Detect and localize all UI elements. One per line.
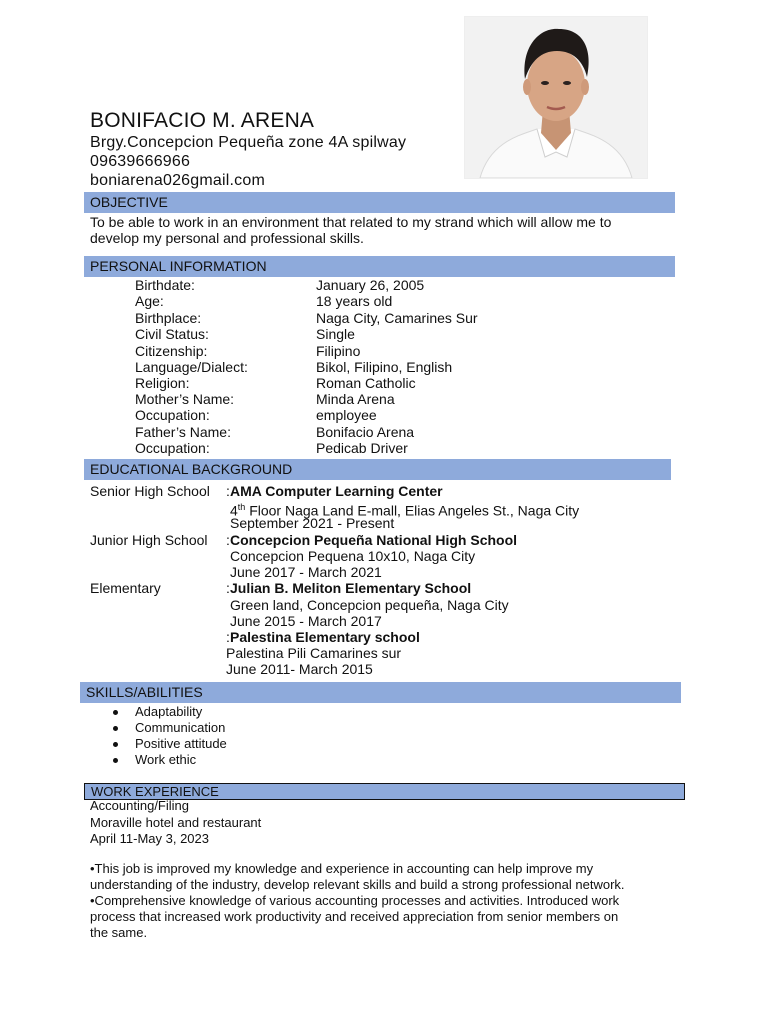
school-dates: June 2017 - March 2021 bbox=[230, 564, 382, 580]
education-heading: EDUCATIONAL BACKGROUND bbox=[84, 459, 671, 480]
school-name: Palestina Elementary school bbox=[230, 629, 420, 645]
work-dates: April 11-May 3, 2023 bbox=[90, 831, 209, 846]
education-level-label: Junior High School bbox=[90, 532, 208, 548]
education-level-label: Senior High School bbox=[90, 483, 210, 499]
skill-text: Work ethic bbox=[135, 752, 197, 767]
bullet-icon bbox=[113, 726, 118, 731]
work-description-line: the same. bbox=[90, 925, 148, 940]
objective-heading: OBJECTIVE bbox=[84, 192, 675, 213]
profile-photo bbox=[464, 16, 648, 179]
education-colon: : bbox=[226, 532, 230, 548]
skill-text: Adaptability bbox=[135, 704, 203, 719]
work-description-line: understanding of the industry, develop relevant skills and build a strong professional network. bbox=[90, 877, 625, 892]
personal-value: employee bbox=[316, 407, 377, 423]
personal-value: 18 years old bbox=[316, 293, 393, 309]
list-item bbox=[90, 704, 227, 720]
work-description-line: •Comprehensive knowledge of various accounting processes and activities. Introduced work bbox=[90, 893, 620, 908]
personal-value: Bikol, Filipino, English bbox=[316, 359, 453, 375]
personal-label: Citizenship: bbox=[135, 343, 208, 359]
personal-label: Civil Status: bbox=[135, 326, 209, 342]
list-item bbox=[90, 752, 227, 768]
school-dates: June 2015 - March 2017 bbox=[230, 613, 382, 629]
personal-value: Naga City, Camarines Sur bbox=[316, 310, 478, 326]
personal-value: Roman Catholic bbox=[316, 375, 416, 391]
school-address: Concepcion Pequena 10x10, Naga City bbox=[230, 548, 476, 564]
school-name: AMA Computer Learning Center bbox=[230, 483, 443, 499]
skills-list bbox=[90, 704, 227, 768]
personal-label: Occupation: bbox=[135, 440, 210, 456]
personal-value: January 26, 2005 bbox=[316, 277, 425, 293]
bullet-icon bbox=[113, 758, 118, 763]
personal-label: Age: bbox=[135, 293, 164, 309]
profile-photo-image bbox=[465, 17, 647, 178]
personal-value: Filipino bbox=[316, 343, 361, 359]
personal-label: Language/Dialect: bbox=[135, 359, 248, 375]
work-company: Moraville hotel and restaurant bbox=[90, 815, 262, 830]
candidate-name: BONIFACIO M. ARENA bbox=[90, 109, 315, 132]
personal-value: Bonifacio Arena bbox=[316, 424, 415, 440]
personal-label: Father’s Name: bbox=[135, 424, 231, 440]
work-experience-heading: WORK EXPERIENCE bbox=[84, 783, 685, 800]
bullet-icon bbox=[113, 742, 118, 747]
school-address-number: 4 bbox=[230, 502, 238, 519]
school-address-superscript: th bbox=[237, 502, 246, 512]
personal-info-heading: PERSONAL INFORMATION bbox=[84, 256, 675, 277]
list-item bbox=[90, 736, 227, 752]
school-dates: June 2011- March 2015 bbox=[226, 661, 373, 677]
phone-number: 09639666966 bbox=[90, 153, 191, 170]
education-level-label: Elementary bbox=[90, 580, 161, 596]
education-colon: : bbox=[226, 629, 230, 645]
skills-heading: SKILLS/ABILITIES bbox=[80, 682, 681, 703]
education-colon: : bbox=[226, 483, 230, 499]
school-name: Concepcion Pequeña National High School bbox=[230, 532, 518, 548]
personal-label: Birthplace: bbox=[135, 310, 202, 326]
personal-label: Occupation: bbox=[135, 407, 210, 423]
work-description-line: •This job is improved my knowledge and experience in accounting can help improve my bbox=[90, 861, 594, 876]
list-item bbox=[90, 720, 227, 736]
school-address: Palestina Pili Camarines sur bbox=[226, 645, 402, 661]
personal-label: Birthdate: bbox=[135, 277, 195, 293]
email-address: boniarena026gmail.com bbox=[90, 172, 265, 189]
work-position: Accounting/Filing bbox=[90, 798, 189, 813]
skill-text: Communication bbox=[135, 720, 226, 735]
school-name: Julian B. Meliton Elementary School bbox=[230, 580, 472, 596]
objective-line-1: To be able to work in an environment that related to my strand which will allow me to bbox=[90, 214, 612, 230]
personal-value: Pedicab Driver bbox=[316, 440, 408, 456]
personal-label: Religion: bbox=[135, 375, 190, 391]
work-description-line: process that increased work productivity and received appreciation from senior members on bbox=[90, 909, 619, 924]
personal-value: Minda Arena bbox=[316, 391, 395, 407]
objective-line-2: develop my personal and professional skills. bbox=[90, 230, 364, 246]
education-colon: : bbox=[226, 580, 230, 596]
address: Brgy.Concepcion Pequeña zone 4A spilway bbox=[90, 134, 407, 151]
personal-label: Mother’s Name: bbox=[135, 391, 235, 407]
personal-value: Single bbox=[316, 326, 355, 342]
school-address-rest: Floor Naga Land E-mall, Elias Angeles St., Naga City bbox=[245, 502, 580, 519]
skill-text: Positive attitude bbox=[135, 736, 227, 751]
school-dates: September 2021 - Present bbox=[230, 515, 395, 531]
school-address: Green land, Concepcion pequeña, Naga City bbox=[230, 597, 509, 613]
bullet-icon bbox=[113, 710, 118, 715]
